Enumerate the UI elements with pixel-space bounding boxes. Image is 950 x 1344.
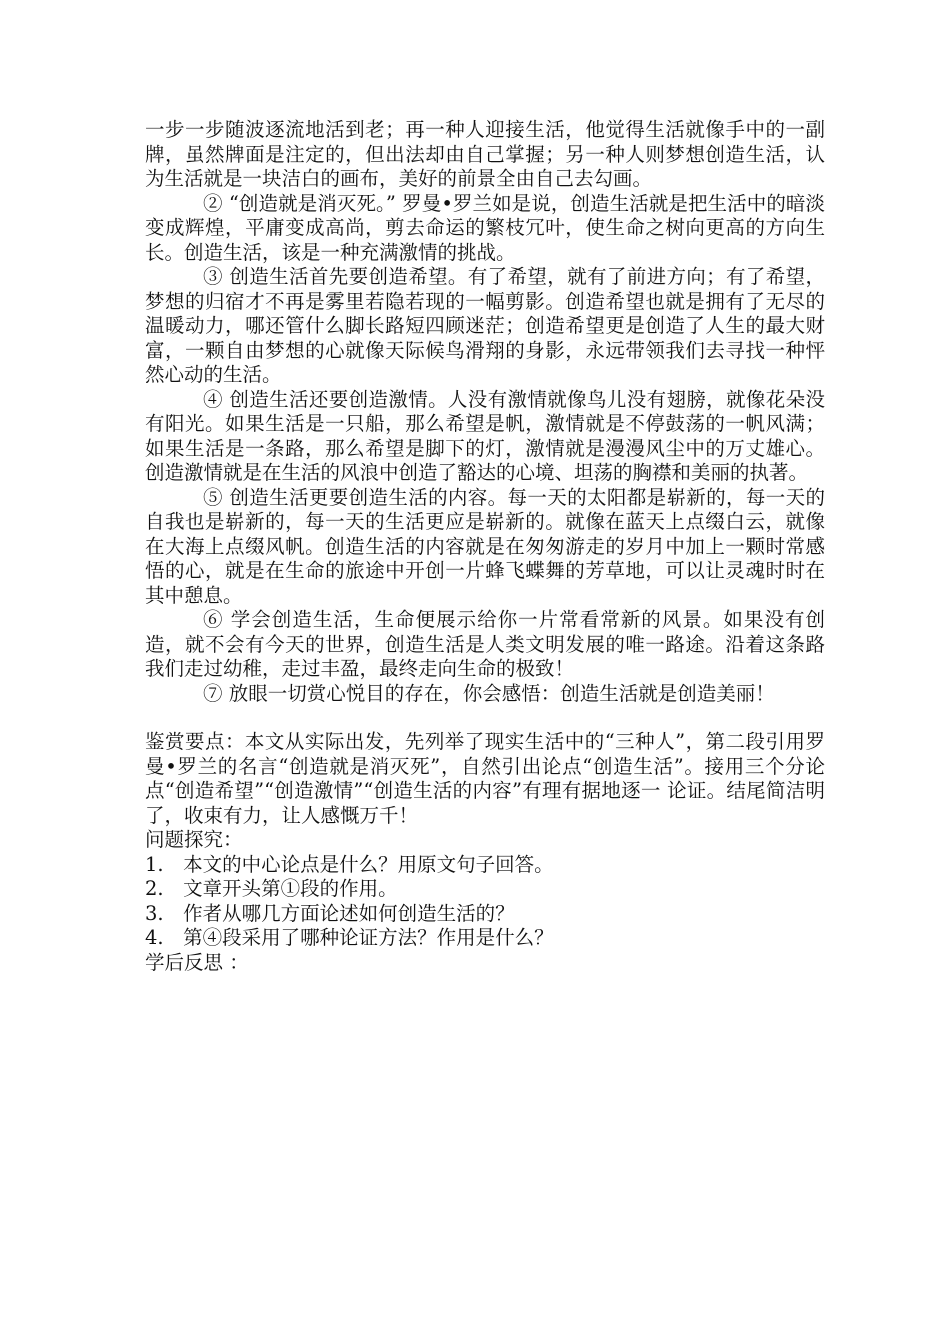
section-spacer [145, 706, 825, 730]
question-item: 2. 文章开头第①段的作用。 [145, 877, 398, 900]
question-item: 3. 作者从哪几方面论述如何创造生活的？ [145, 901, 515, 925]
questions-heading: 问题探究： [145, 828, 243, 851]
paragraph-3: ③ 创造生活首先要创造希望。有了希望，就有了前进方向；有了希望，梦想的归宿才不再是雾里若隐若现的一幅剪影。创造希望也就是拥有了无尽的温暖动力，哪还管什么脚长路短四顾迷茫；创造希望更是创造了人生的最大财富，一颗自由梦想的心就像天际候鸟滑翔的身影，永远带领我们去寻找一种怦然心动的生活。 [145, 265, 825, 386]
appreciation-notes: 鉴赏要点：本文从实际出发，先列举了现实生活中的“三种人”，第二段引用罗曼•罗兰的名言“创造就是消灭死”，自然引出论点“创造生活”。接用三个分论点“创造希望”“创造激情”“创造生活的内容”有理有据地逐一 论证。结尾简洁明了，收束有力，让人感慨万千！ [145, 730, 825, 827]
paragraph-7: ⑦ 放眼一切赏心悦目的存在，你会感悟：创造生活就是创造美丽！ [203, 681, 775, 705]
question-item: 4. 第④段采用了哪种论证方法？作用是什么？ [145, 926, 554, 949]
question-item: 1. 本文的中心论点是什么？用原文句子回答。 [145, 852, 554, 876]
reflection-label: 学后反思 ： [145, 950, 249, 974]
paragraph-4: ④ 创造生活还要创造激情。人没有激情就像鸟儿没有翅膀，就像花朵没有阳光。如果生活是一只船，那么希望是帆，激情就是不停鼓荡的一帆风满；如果生活是一条路，那么希望是脚下的灯，激情就是漫漫风尘中的万丈雄心。创造激情就是在生活的风浪中创造了豁达的心境、坦荡的胸襟和美丽的执著。 [145, 387, 825, 484]
document-page [145, 118, 825, 975]
paragraph-1-continued: 一步一步随波逐流地活到老；再一种人迎接生活，他觉得生活就像手中的一副牌，虽然牌面是注定的，但出法却由自己掌握；另一种人则梦想创造生活，认为生活就是一块洁白的画布，美好的前景全由自己去勾画。 [145, 118, 825, 190]
paragraph-5: ⑤ 创造生活更要创造生活的内容。每一天的太阳都是崭新的，每一天的自我也是崭新的，每一天的生活更应是崭新的。就像在蓝天上点缀白云，就像在大海上点缀风帆。创造生活的内容就是在匆匆游走的岁月中加上一颗时常感悟的心，就是在生命的旅途中开创一片蜂飞蝶舞的芳草地，可以让灵魂时时在其中憩息。 [145, 485, 825, 607]
paragraph-6: ⑥ 学会创造生活，生命便展示给你一片常看常新的风景。如果没有创造，就不会有今天的世界，创造生活是人类文明发展的唯一路途。沿着这条路我们走过幼稚，走过丰盈，最终走向生命的极致！ [145, 608, 825, 680]
paragraph-2: ② “创造就是消灭死。” 罗曼•罗兰如是说，创造生活就是把生活中的暗淡变成辉煌，平庸变成高尚，剪去命运的繁枝冗叶，使生命之树向更高的方向生长。创造生活，该是一种充满激情的挑战。 [145, 191, 825, 264]
